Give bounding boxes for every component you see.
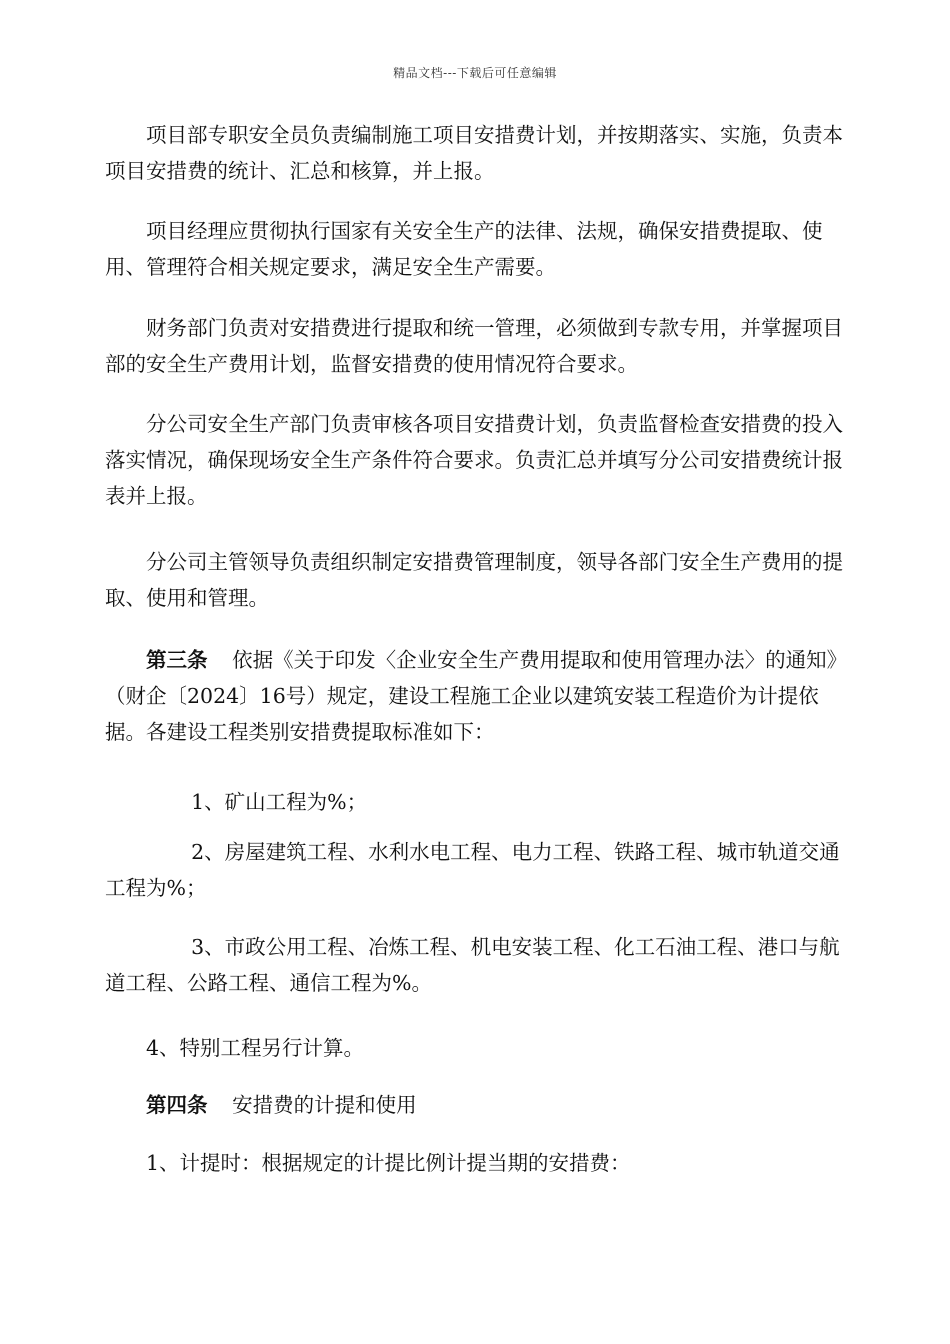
article-3-label: 第三条	[146, 648, 208, 672]
list-item-special: 4、特别工程另行计算。	[146, 1036, 365, 1060]
header-note: 精品文档---下载后可任意编辑	[393, 66, 557, 80]
paragraph-branch-leader: 分公司主管领导负责组织制定安措费管理制度，领导各部门安全生产费用的提取、使用和管理。	[105, 550, 843, 610]
list-item-building: 2、房屋建筑工程、水利水电工程、电力工程、铁路工程、城市轨道交通工程为%；	[105, 840, 840, 900]
paragraph-project-manager: 项目经理应贯彻执行国家有关安全生产的法律、法规，确保安措费提取、使用、管理符合相关规定要求，满足安全生产需要。	[105, 219, 823, 279]
list-item-municipal: 3、市政公用工程、冶炼工程、机电安装工程、化工石油工程、港口与航道工程、公路工程、通信工程为%。	[105, 935, 840, 995]
list-item-accrual: 1、计提时：根据规定的计提比例计提当期的安措费：	[146, 1151, 631, 1175]
article-3	[105, 642, 855, 750]
paragraph-finance-department: 财务部门负责对安措费进行提取和统一管理，必须做到专款专用，并掌握项目部的安全生产费用计划，监督安措费的使用情况符合要求。	[105, 316, 843, 376]
article-4	[105, 1087, 855, 1123]
paragraph-branch-safety-department: 分公司安全生产部门负责审核各项目安措费计划，负责监督检查安措费的投入落实情况，确保现场安全生产条件符合要求。负责汇总并填写分公司安措费统计报表并上报。	[105, 412, 843, 508]
list-item-mining: 1、矿山工程为%；	[191, 790, 368, 814]
article-4-label: 第四条	[146, 1093, 208, 1117]
article-4-text: 安措费的计提和使用	[232, 1093, 417, 1117]
paragraph-safety-officer: 项目部专职安全员负责编制施工项目安措费计划，并按期落实、实施，负责本项目安措费的统计、汇总和核算，并上报。	[105, 123, 843, 183]
article-3-text: 依据《关于印发〈企业安全生产费用提取和使用管理办法〉的通知》（财企〔2024〕16号）规定，建设工程施工企业以建筑安装工程造价为计提依据。各建设工程类别安措费提取标准如下：	[105, 648, 848, 744]
